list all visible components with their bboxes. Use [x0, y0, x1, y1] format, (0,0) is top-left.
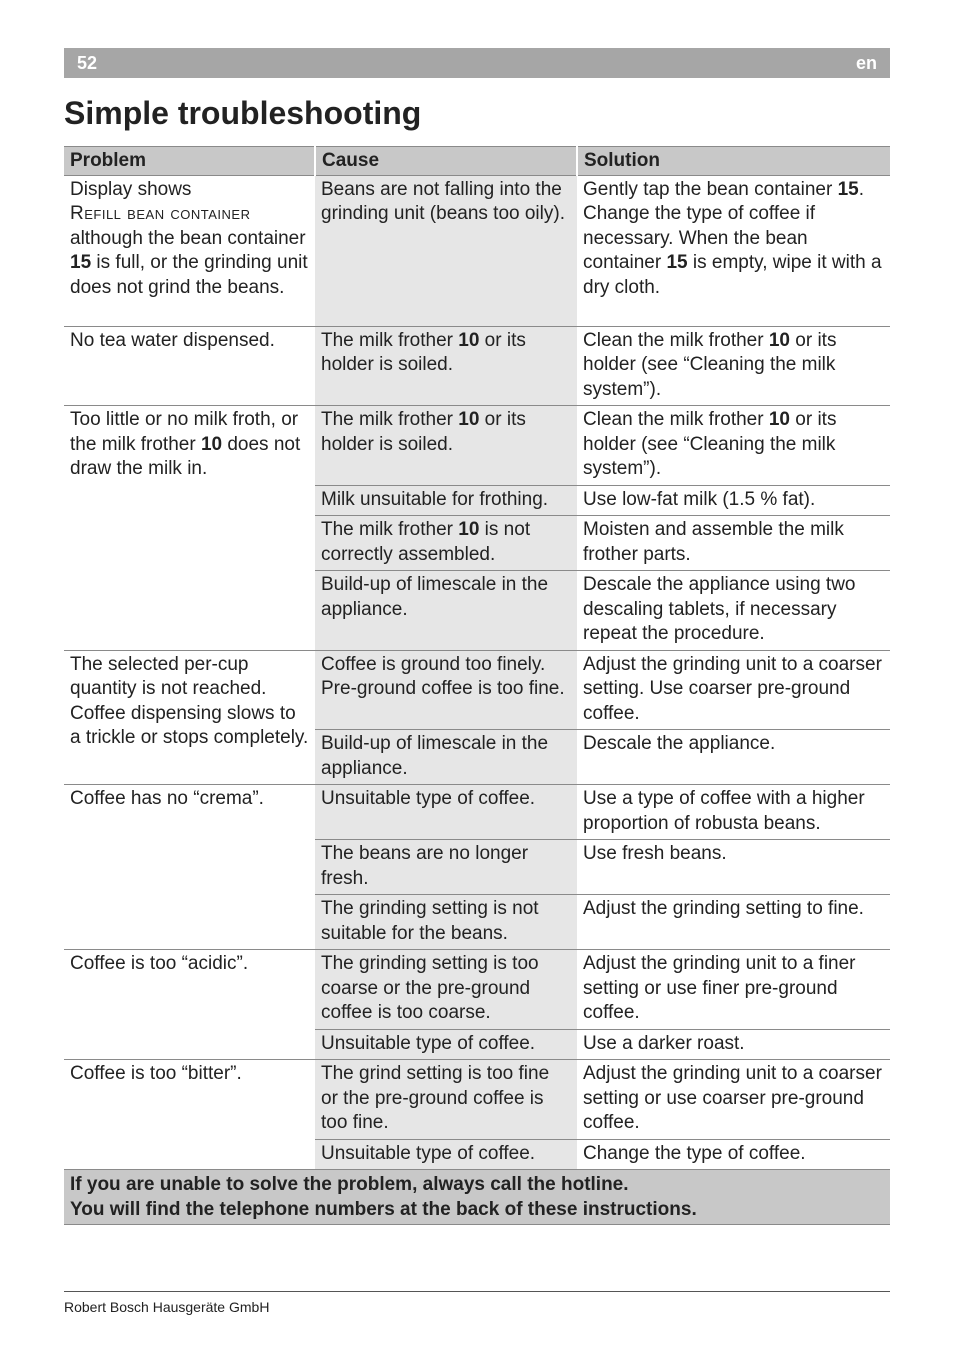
cause-cell: Build-up of limescale in the appliance. [315, 571, 577, 651]
solution-cell: Adjust the grinding unit to a coarser setting. Use coarser pre-ground coffee. [577, 650, 890, 730]
table-row [64, 175, 890, 326]
page-header-bar [64, 48, 890, 78]
solution-cell: Use a darker roast. [577, 1029, 890, 1060]
solution-cell: Moisten and assemble the milk frother parts. [577, 516, 890, 571]
cause-cell: Unsuitable type of coffee. [315, 1029, 577, 1060]
cause-cell: Unsuitable type of coffee. [315, 785, 577, 840]
cause-cell: The grinding setting is too coarse or the pre-ground coffee is too coarse. [315, 950, 577, 1030]
cause-cell: The milk frother 10 or its holder is soiled. [315, 406, 577, 486]
footer-divider [64, 1291, 890, 1292]
language-code: en [855, 53, 877, 73]
page-number: 52 [77, 53, 98, 73]
table-row [64, 1060, 890, 1140]
cause-cell: The grinding setting is not suitable for the beans. [315, 895, 577, 950]
cause-cell: Milk unsuitable for frothing. [315, 485, 577, 516]
solution-cell: Descale the appliance using two descaling tablets, if necessary repeat the procedure. [577, 571, 890, 651]
solution-cell: Descale the appliance. [577, 730, 890, 785]
hotline-note: If you are unable to solve the problem, always call the hotline. You will find the telephone numbers at the back of these instructions. [64, 1170, 890, 1225]
table-header-row [64, 147, 890, 176]
problem-cell: The selected per-cup quantity is not reached. Coffee dispensing slows to a trickle or stops completely. [64, 650, 315, 785]
footer-company: Robert Bosch Hausgeräte GmbH [64, 1299, 270, 1315]
header-cause: Cause [315, 147, 577, 176]
page-title: Simple troubleshooting [64, 95, 422, 131]
cause-cell: The milk frother 10 is not correctly assembled. [315, 516, 577, 571]
problem-cell: Coffee is too “bitter”. [64, 1060, 315, 1170]
cause-cell: The grind setting is too fine or the pre-ground coffee is too fine. [315, 1060, 577, 1140]
header-solution: Solution [577, 147, 890, 176]
problem-cell: Too little or no milk froth, or the milk frother 10 does not draw the milk in. [64, 406, 315, 651]
troubleshooting-table [64, 146, 890, 1225]
display-message: Refill bean container [70, 203, 251, 224]
problem-cell: No tea water dispensed. [64, 326, 315, 406]
problem-cell: Coffee is too “acidic”. [64, 950, 315, 1060]
cause-cell: The beans are no longer fresh. [315, 840, 577, 895]
solution-cell: Adjust the grinding unit to a finer setting or use finer pre-ground coffee. [577, 950, 890, 1030]
solution-cell: Use a type of coffee with a higher proportion of robusta beans. [577, 785, 890, 840]
cause-cell: Unsuitable type of coffee. [315, 1139, 577, 1170]
table-row [64, 785, 890, 840]
table-row [64, 406, 890, 486]
table-row [64, 950, 890, 1030]
solution-cell: Clean the milk frother 10 or its holder (see “Cleaning the milk system”). [577, 406, 890, 486]
solution-cell: Clean the milk frother 10 or its holder (see “Cleaning the milk system”). [577, 326, 890, 406]
cause-cell: Coffee is ground too finely. Pre-ground coffee is too fine. [315, 650, 577, 730]
cause-cell: Build-up of limescale in the appliance. [315, 730, 577, 785]
solution-cell: Use fresh beans. [577, 840, 890, 895]
solution-cell: Use low-fat milk (1.5 % fat). [577, 485, 890, 516]
solution-cell: Adjust the grinding unit to a coarser setting or use coarser pre-ground coffee. [577, 1060, 890, 1140]
hotline-row [64, 1170, 890, 1225]
cause-cell: Beans are not falling into the grinding unit (beans too oily). [315, 175, 577, 326]
solution-cell: Gently tap the bean container 15. Change the type of coffee if necessary. When the bean container 15 is empty, wipe it with a dry cloth. [577, 175, 890, 326]
solution-cell: Adjust the grinding setting to fine. [577, 895, 890, 950]
problem-cell: Display shows Refill bean container although the bean container 15 is full, or the grinding unit does not grind the beans. [64, 175, 315, 326]
table-row [64, 326, 890, 406]
table-row [64, 650, 890, 730]
header-problem: Problem [64, 147, 315, 176]
problem-cell: Coffee has no “crema”. [64, 785, 315, 950]
cause-cell: The milk frother 10 or its holder is soiled. [315, 326, 577, 406]
solution-cell: Change the type of coffee. [577, 1139, 890, 1170]
